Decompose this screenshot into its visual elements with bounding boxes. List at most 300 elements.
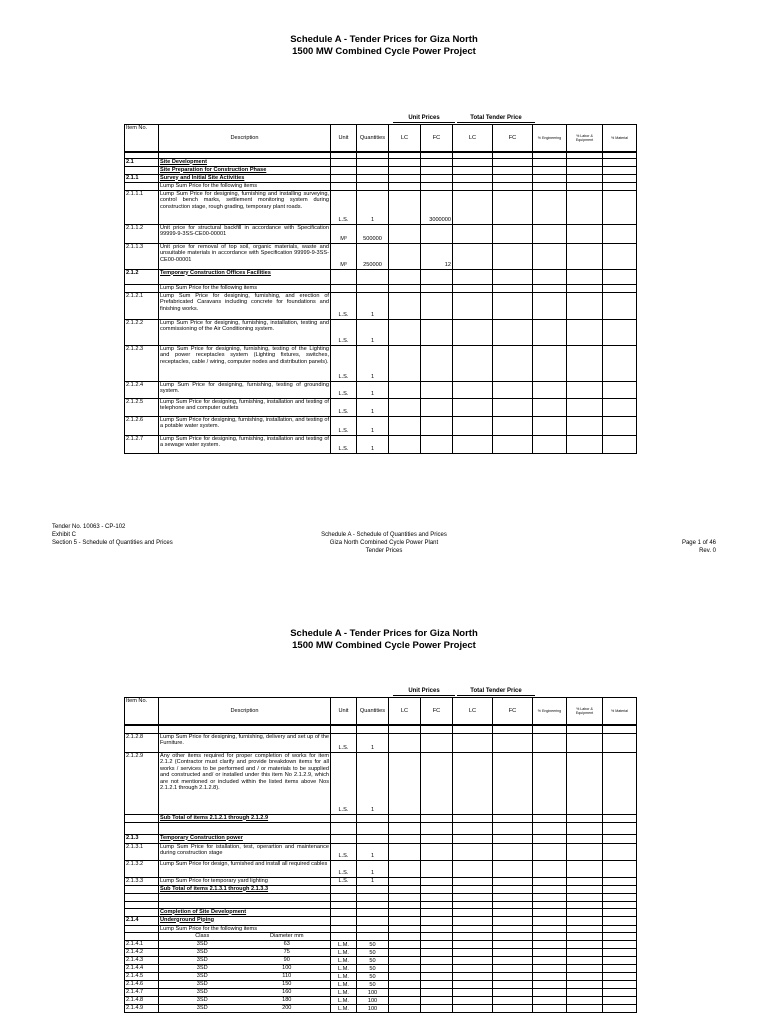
- price-cell: [453, 725, 493, 733]
- table-row: [125, 860, 637, 877]
- price-cell: [603, 997, 637, 1005]
- price-cell: [453, 182, 493, 190]
- price-cell: [603, 957, 637, 965]
- description-cell: Lump Sum Price for the following items: [159, 182, 331, 190]
- unit-lc-cell: [389, 319, 421, 345]
- price-cell: [533, 158, 567, 166]
- price-cell: [493, 190, 533, 224]
- price-cell: [603, 345, 637, 381]
- price-cell: [389, 973, 421, 981]
- description-cell: Lump Sum Price for temporary yard lighting: [159, 877, 331, 885]
- unit-lc-cell: [389, 284, 421, 292]
- quantity-cell: 1: [357, 733, 389, 752]
- item-no-cell: 2.1.2.8: [125, 733, 159, 752]
- unit-cell: L.S.: [331, 877, 357, 885]
- description-cell: Lump Sum Price for the following items: [159, 925, 331, 933]
- description-cell: Completion of Site Development: [159, 908, 331, 916]
- item-no-cell: 2.1.2: [125, 269, 159, 284]
- price-cell: [493, 814, 533, 822]
- table-row: [125, 725, 637, 733]
- price-cell: [533, 224, 567, 243]
- quantity-cell: 1: [357, 190, 389, 224]
- item-no-cell: [125, 814, 159, 822]
- unit-cell: [331, 284, 357, 292]
- price-cell: [493, 901, 533, 908]
- price-cell: [493, 843, 533, 860]
- price-cell: [389, 989, 421, 997]
- price-cell: [453, 916, 493, 925]
- unit-cell: M³: [331, 243, 357, 269]
- unit-lc-cell: [389, 893, 421, 901]
- price-cell: [453, 224, 493, 243]
- price-cell: [389, 1005, 421, 1013]
- unit-cell: L.M.: [331, 949, 357, 957]
- price-cell: [453, 981, 493, 989]
- description-cell: Lump Sum Price for designing, furnishing, installation, testing and commissioning of the Air Conditioning system.: [159, 319, 331, 345]
- price-cell: [453, 174, 493, 182]
- unit-cell: [331, 885, 357, 893]
- header-engineering: % Engineering: [533, 698, 567, 726]
- description-cell: Lump Sum Price for istallation, test, operartion and maintenance during construction stage: [159, 843, 331, 860]
- price-cell: [453, 957, 493, 965]
- price-cell: [453, 752, 493, 814]
- price-cell: [567, 243, 603, 269]
- price-cell: [533, 989, 567, 997]
- price-cell: [567, 158, 603, 166]
- price-cell: [453, 973, 493, 981]
- unit-cell: [331, 908, 357, 916]
- price-cell: [493, 860, 533, 877]
- price-cell: [603, 973, 637, 981]
- price-cell: [603, 949, 637, 957]
- item-no-cell: [125, 901, 159, 908]
- price-cell: [603, 822, 637, 834]
- unit-cell: [331, 814, 357, 822]
- page1-title-line1: Schedule A - Tender Prices for Giza North: [290, 34, 478, 45]
- pipe-diameter-cell: 200: [282, 1005, 292, 1011]
- description-cell: [159, 989, 331, 997]
- price-cell: [533, 166, 567, 174]
- unit-cell: [331, 174, 357, 182]
- unit-lc-cell: [389, 381, 421, 398]
- header-quantities: Quantities: [357, 125, 389, 153]
- item-no-cell: 2.1.4.9: [125, 1005, 159, 1013]
- price-cell: [603, 435, 637, 453]
- price-cell: [493, 822, 533, 834]
- price-cell: [567, 190, 603, 224]
- table-row: [125, 398, 637, 416]
- price-cell: [603, 269, 637, 284]
- item-no-cell: 2.1.4.6: [125, 981, 159, 989]
- table-row: [125, 182, 637, 190]
- unit-cell: [331, 725, 357, 733]
- price-cell: [567, 933, 603, 941]
- pipe-row: [125, 957, 637, 965]
- quantity-cell: 250000: [357, 243, 389, 269]
- price-cell: [533, 925, 567, 933]
- table-row: [125, 822, 637, 834]
- price-cell: [493, 319, 533, 345]
- pipe-class-cell: 3SD: [196, 941, 208, 947]
- unit-fc-cell: [421, 885, 453, 893]
- table-row: [125, 925, 637, 933]
- header-engineering: % Engineering: [533, 125, 567, 153]
- unit-cell: [331, 166, 357, 174]
- price-cell: [603, 1005, 637, 1013]
- price-cell: [603, 292, 637, 319]
- unit-cell: L.S.: [331, 843, 357, 860]
- price-cell: [603, 877, 637, 885]
- price-cell: [533, 843, 567, 860]
- table-row: [125, 814, 637, 822]
- unit-cell: L.M.: [331, 965, 357, 973]
- price-cell: [533, 965, 567, 973]
- price-cell: [493, 965, 533, 973]
- pipe-diameter-cell: 160: [282, 989, 292, 995]
- price-cell: [493, 733, 533, 752]
- footer-page-number: Page 1 of 46: [681, 540, 716, 546]
- unit-cell: L.S.: [331, 398, 357, 416]
- item-no-cell: 2.1.4.3: [125, 957, 159, 965]
- description-cell: Site Development: [159, 158, 331, 166]
- unit-fc-cell: [421, 843, 453, 860]
- unit-fc-cell: [421, 916, 453, 925]
- price-cell: [567, 916, 603, 925]
- price-cell: [603, 901, 637, 908]
- price-cell: [453, 158, 493, 166]
- price-cell: [493, 885, 533, 893]
- unit-cell: L.M.: [331, 973, 357, 981]
- item-no-cell: 2.1: [125, 158, 159, 166]
- price-cell: [453, 435, 493, 453]
- price-cell: [453, 733, 493, 752]
- quantity-cell: 100: [357, 997, 389, 1005]
- pipe-row: [125, 997, 637, 1005]
- price-cell: [453, 243, 493, 269]
- unit-cell: L.S.: [331, 435, 357, 453]
- price-cell: [603, 243, 637, 269]
- footer-schedule: Schedule A - Schedule of Quantities and Prices: [321, 532, 447, 538]
- page1-total-tender-price-group: Total Tender Price: [457, 114, 535, 123]
- footer-tender-no: Tender No. 10063 - CP-102: [52, 524, 126, 530]
- unit-cell: [331, 933, 357, 941]
- pipe-row: [125, 949, 637, 957]
- unit-lc-cell: [389, 733, 421, 752]
- item-no-cell: 2.1.2.4: [125, 381, 159, 398]
- price-cell: [603, 398, 637, 416]
- table-row: [125, 190, 637, 224]
- header-unit: Unit: [331, 125, 357, 153]
- item-no-cell: 2.1.3: [125, 834, 159, 843]
- price-cell: [603, 941, 637, 949]
- quantity-cell: 50: [357, 973, 389, 981]
- page2-title-line2: 1500 MW Combined Cycle Power Project: [292, 640, 476, 651]
- price-cell: [533, 908, 567, 916]
- description-cell: Lump Sum Price for designing, furnishing, delivery and set up of the Furniture.: [159, 733, 331, 752]
- price-cell: [389, 949, 421, 957]
- price-cell: [533, 381, 567, 398]
- quantity-cell: [357, 822, 389, 834]
- quantity-cell: [357, 834, 389, 843]
- description-cell: Unit price for removal of top soil, organic materials, waste and unsuitable materials in accordance with Specification 99999-9-3SS-CE00-00001: [159, 243, 331, 269]
- price-cell: [533, 916, 567, 925]
- footer-tender-prices: Tender Prices: [365, 548, 403, 554]
- unit-fc-cell: [421, 908, 453, 916]
- price-cell: [533, 997, 567, 1005]
- table-row: [125, 166, 637, 174]
- price-cell: [603, 733, 637, 752]
- pipe-row: [125, 973, 637, 981]
- unit-lc-cell: [389, 174, 421, 182]
- price-cell: [533, 416, 567, 435]
- item-no-cell: 2.1.3.3: [125, 877, 159, 885]
- price-cell: [603, 908, 637, 916]
- table-row: [125, 345, 637, 381]
- unit-fc-cell: [421, 814, 453, 822]
- description-cell: [159, 901, 331, 908]
- price-cell: [533, 981, 567, 989]
- description-cell: [159, 893, 331, 901]
- price-cell: [567, 925, 603, 933]
- table-row: [125, 901, 637, 908]
- price-cell: [453, 814, 493, 822]
- unit-fc-cell: [421, 284, 453, 292]
- header-total-lc: LC: [453, 125, 493, 153]
- unit-cell: L.S.: [331, 292, 357, 319]
- table-row: [125, 174, 637, 182]
- price-cell: [453, 319, 493, 345]
- price-cell: [453, 190, 493, 224]
- quantity-cell: 50: [357, 949, 389, 957]
- price-cell: [567, 989, 603, 997]
- price-cell: [567, 981, 603, 989]
- header-total-fc: FC: [493, 125, 533, 153]
- pipe-class-cell: 3SD: [196, 957, 208, 963]
- price-cell: [493, 949, 533, 957]
- unit-cell: L.S.: [331, 752, 357, 814]
- price-cell: [533, 949, 567, 957]
- unit-lc-cell: [389, 269, 421, 284]
- unit-fc-cell: [421, 398, 453, 416]
- price-cell: [567, 965, 603, 973]
- quantity-cell: 1: [357, 345, 389, 381]
- pipe-diameter-cell: 63: [283, 941, 290, 947]
- item-no-cell: 2.1.2.7: [125, 435, 159, 453]
- unit-cell: L.S.: [331, 345, 357, 381]
- price-cell: [603, 381, 637, 398]
- description-cell: Sub Total of items 2.1.2.1 through 2.1.2.9: [159, 814, 331, 822]
- price-cell: [493, 725, 533, 733]
- item-no-cell: 2.1.3.2: [125, 860, 159, 877]
- page2-schedule-table: [124, 697, 637, 1013]
- pipe-diameter-cell: Diameter mm: [269, 933, 304, 939]
- price-cell: [493, 345, 533, 381]
- price-cell: [493, 973, 533, 981]
- table-row: [125, 243, 637, 269]
- price-cell: [533, 733, 567, 752]
- price-cell: [603, 933, 637, 941]
- price-cell: [493, 416, 533, 435]
- unit-lc-cell: [389, 158, 421, 166]
- page2-title-line1: Schedule A - Tender Prices for Giza North: [290, 628, 478, 639]
- price-cell: [567, 725, 603, 733]
- header-quantities: Quantities: [357, 698, 389, 726]
- quantity-cell: [357, 725, 389, 733]
- unit-cell: [331, 893, 357, 901]
- pipe-class-cell: Class: [195, 933, 210, 939]
- table-row: [125, 916, 637, 925]
- price-cell: [567, 843, 603, 860]
- price-cell: [453, 822, 493, 834]
- description-cell: Lump Sum Price for designing, furnishing and installing surveying, control bench marks, settlement monitoring system during construction stage, rough grading, temporary plant roads.: [159, 190, 331, 224]
- pipe-diameter-cell: 180: [282, 997, 292, 1003]
- price-cell: [453, 292, 493, 319]
- price-cell: [533, 398, 567, 416]
- table-row: [125, 416, 637, 435]
- price-cell: [493, 941, 533, 949]
- pipe-class-cell: 3SD: [196, 1005, 208, 1011]
- description-cell: Lump Sum Price for designing, furnishing, testing of grounding system.: [159, 381, 331, 398]
- price-cell: [453, 1005, 493, 1013]
- table-header-row: [125, 698, 637, 726]
- price-cell: [493, 435, 533, 453]
- price-cell: [453, 345, 493, 381]
- unit-fc-cell: [421, 174, 453, 182]
- price-cell: [533, 269, 567, 284]
- unit-lc-cell: [389, 166, 421, 174]
- price-cell: [603, 893, 637, 901]
- quantity-cell: 1: [357, 752, 389, 814]
- price-cell: [603, 885, 637, 893]
- unit-fc-cell: [421, 877, 453, 885]
- quantity-cell: 1: [357, 435, 389, 453]
- price-cell: [533, 182, 567, 190]
- quantity-cell: [357, 166, 389, 174]
- unit-fc-cell: 12: [421, 243, 453, 269]
- price-cell: [603, 843, 637, 860]
- unit-lc-cell: [389, 925, 421, 933]
- pipe-row: [125, 989, 637, 997]
- price-cell: [533, 941, 567, 949]
- description-cell: Lump Sum Price for design, furnished and install all required cables: [159, 860, 331, 877]
- quantity-cell: [357, 925, 389, 933]
- item-no-cell: 2.1.4.4: [125, 965, 159, 973]
- price-cell: [533, 822, 567, 834]
- footer-section: Section 5 - Schedule of Quantities and Prices: [52, 540, 173, 546]
- price-cell: [453, 843, 493, 860]
- unit-fc-cell: [421, 893, 453, 901]
- description-cell: [159, 725, 331, 733]
- price-cell: [533, 885, 567, 893]
- price-cell: [533, 190, 567, 224]
- unit-lc-cell: [389, 834, 421, 843]
- item-no-cell: 2.1.3.1: [125, 843, 159, 860]
- table-row: [125, 843, 637, 860]
- price-cell: [603, 224, 637, 243]
- price-cell: [453, 933, 493, 941]
- unit-fc-cell: [421, 416, 453, 435]
- table-row: [125, 319, 637, 345]
- pipe-class-cell: 3SD: [196, 981, 208, 987]
- table-header-row: [125, 125, 637, 153]
- pipe-class-cell: 3SD: [196, 965, 208, 971]
- unit-cell: [331, 925, 357, 933]
- page1-title-line2: 1500 MW Combined Cycle Power Project: [292, 46, 476, 57]
- description-cell: [159, 973, 331, 981]
- price-cell: [421, 957, 453, 965]
- price-cell: [421, 1005, 453, 1013]
- price-cell: [533, 814, 567, 822]
- pipe-class-cell: 3SD: [196, 989, 208, 995]
- price-cell: [533, 174, 567, 182]
- price-cell: [453, 925, 493, 933]
- unit-fc-cell: [421, 158, 453, 166]
- unit-cell: L.M.: [331, 1005, 357, 1013]
- price-cell: [453, 269, 493, 284]
- unit-lc-cell: [389, 814, 421, 822]
- table-row: [125, 435, 637, 453]
- unit-lc-cell: [389, 416, 421, 435]
- description-cell: Any other items required for proper completion of works for item 2.1.2 (Contractor must clarify and provide breakdown items for all works / services to be performed and / or materials to be supplied and constructed and/ or installed under this item No 2.1.2.9, which are not mentioned or included within the listed items above Nos 2.1.2.1 through 2.1.2.8).: [159, 752, 331, 814]
- description-cell: Lump Sum Price for the following items: [159, 284, 331, 292]
- unit-fc-cell: [421, 381, 453, 398]
- price-cell: [493, 269, 533, 284]
- unit-fc-cell: [421, 752, 453, 814]
- unit-fc-cell: 3000000: [421, 190, 453, 224]
- price-cell: [493, 893, 533, 901]
- price-cell: [567, 319, 603, 345]
- description-cell: Lump Sum Price for designing, furnishing, installation, and testing of a potable water system.: [159, 416, 331, 435]
- price-cell: [453, 893, 493, 901]
- price-cell: [603, 752, 637, 814]
- description-cell: Unit price for structural backfill in accordance with Specification 99999-9-3SS-CE00-00001: [159, 224, 331, 243]
- price-cell: [389, 933, 421, 941]
- description-cell: Lump Sum Price for designing, furnishing, installation and testing of a sewage water system.: [159, 435, 331, 453]
- unit-cell: L.M.: [331, 957, 357, 965]
- quantity-cell: 1: [357, 877, 389, 885]
- quantity-cell: [357, 814, 389, 822]
- price-cell: [493, 957, 533, 965]
- price-cell: [493, 752, 533, 814]
- description-cell: Sub Total of items 2.1.3.1 through 2.1.3.3: [159, 885, 331, 893]
- price-cell: [567, 997, 603, 1005]
- unit-fc-cell: [421, 345, 453, 381]
- price-cell: [567, 860, 603, 877]
- table-row: [125, 893, 637, 901]
- header-labor: % Labor & Equipment: [567, 125, 603, 153]
- description-cell: [159, 1005, 331, 1013]
- price-cell: [533, 284, 567, 292]
- pipe-diameter-cell: 90: [283, 957, 290, 963]
- price-cell: [533, 834, 567, 843]
- header-unit: Unit: [331, 698, 357, 726]
- unit-lc-cell: [389, 885, 421, 893]
- unit-cell: L.S.: [331, 860, 357, 877]
- unit-fc-cell: [421, 733, 453, 752]
- unit-fc-cell: [421, 319, 453, 345]
- pipe-header-row: [125, 933, 637, 941]
- price-cell: [567, 941, 603, 949]
- unit-lc-cell: [389, 292, 421, 319]
- price-cell: [421, 933, 453, 941]
- item-no-cell: [125, 893, 159, 901]
- price-cell: [603, 916, 637, 925]
- price-cell: [453, 901, 493, 908]
- price-cell: [567, 908, 603, 916]
- price-cell: [493, 284, 533, 292]
- price-cell: [493, 997, 533, 1005]
- price-cell: [567, 885, 603, 893]
